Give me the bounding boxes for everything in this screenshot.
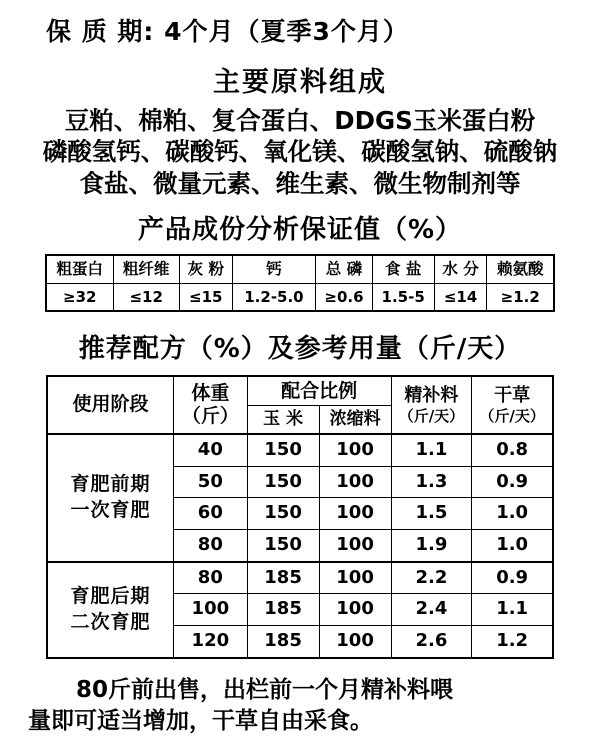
formula-header-stage: 使用阶段 — [47, 376, 174, 434]
footer-note-line-1: 80斤前出售，出栏前一个月精补料喂 — [76, 676, 454, 703]
formula-stage-line2: 一次育肥 — [70, 498, 151, 521]
formula-cell-concentrate: 100 — [319, 529, 391, 561]
formula-cell-concentrate: 100 — [319, 594, 391, 626]
analysis-value-cell: ≥0.6 — [316, 283, 372, 311]
formula-stage-cell — [47, 434, 174, 562]
formula-cell-hay: 1.0 — [472, 529, 553, 561]
formula-header-weight-line2: （斤） — [181, 404, 239, 427]
formula-cell-corn: 185 — [247, 594, 319, 626]
formula-cell-concentrate: 100 — [319, 434, 391, 466]
ingredients-title: 主要原料组成 — [213, 67, 387, 98]
formula-cell-supplement: 2.6 — [391, 625, 472, 657]
formula-cell-corn: 150 — [247, 466, 319, 498]
analysis-value-cell: 1.5-5 — [372, 283, 434, 311]
analysis-value-cell: ≥1.2 — [487, 283, 554, 311]
table-row — [47, 562, 553, 594]
formula-header-concentrate: 浓缩料 — [319, 406, 391, 434]
ingredients-line-3: 食盐、微量元素、维生素、微生物制剂等 — [79, 168, 521, 198]
formula-cell-weight: 100 — [174, 594, 247, 626]
formula-stage-line1: 育肥后期 — [70, 585, 151, 607]
analysis-value-cell: 1.2-5.0 — [232, 283, 316, 311]
formula-cell-supplement: 1.3 — [391, 466, 472, 498]
formula-header-corn: 玉 米 — [247, 406, 319, 434]
formula-cell-supplement: 2.4 — [391, 594, 472, 626]
table-row — [47, 434, 553, 466]
formula-cell-supplement: 2.2 — [391, 562, 472, 594]
ingredients-line-1: 豆粕、棉粕、复合蛋白、DDGS玉米蛋白粉 — [64, 106, 536, 135]
formula-cell-hay: 1.1 — [472, 594, 553, 626]
formula-header-mix-ratio: 配合比例 — [247, 376, 391, 406]
table-row — [46, 283, 554, 311]
formula-cell-supplement: 1.9 — [391, 529, 472, 561]
ingredients-list — [0, 105, 600, 199]
formula-table-wrap — [0, 375, 600, 659]
analysis-header-cell: 水 分 — [434, 255, 487, 283]
analysis-header-cell: 粗纤维 — [113, 255, 179, 283]
table-row — [47, 376, 553, 406]
analysis-header-cell: 灰 粉 — [179, 255, 232, 283]
formula-header-hay-line1: 干草 — [494, 384, 531, 406]
analysis-header-cell: 钙 — [232, 255, 316, 283]
analysis-value-cell: ≤14 — [434, 283, 487, 311]
formula-cell-weight: 120 — [174, 625, 247, 657]
formula-cell-weight: 80 — [174, 562, 247, 594]
analysis-header-cell: 粗蛋白 — [46, 255, 113, 283]
analysis-table — [45, 254, 555, 312]
formula-cell-concentrate: 100 — [319, 498, 391, 530]
formula-cell-supplement: 1.5 — [391, 498, 472, 530]
analysis-value-cell: ≤12 — [113, 283, 179, 311]
formula-table — [46, 375, 554, 659]
formula-cell-hay: 1.2 — [472, 625, 553, 657]
formula-title: 推荐配方（%）及参考用量（斤/天） — [78, 333, 522, 364]
formula-cell-corn: 150 — [247, 529, 319, 561]
footer-note-line-2: 量即可适当增加，干草自由采食。 — [28, 707, 373, 734]
formula-header-hay-line2: （斤/天） — [479, 406, 545, 425]
formula-cell-corn: 185 — [247, 625, 319, 657]
analysis-header-cell: 食 盐 — [372, 255, 434, 283]
formula-cell-hay: 0.9 — [472, 562, 553, 594]
formula-header-supplement-line2: （斤/天） — [398, 406, 465, 425]
formula-cell-concentrate: 100 — [319, 625, 391, 657]
formula-header-hay — [472, 376, 553, 434]
analysis-header-cell: 总 磷 — [316, 255, 372, 283]
analysis-value-cell: ≤15 — [179, 283, 232, 311]
formula-stage-line1: 育肥前期 — [70, 473, 151, 496]
formula-cell-hay: 0.9 — [472, 466, 553, 498]
table-row — [46, 255, 554, 283]
formula-cell-weight: 40 — [174, 434, 247, 466]
formula-cell-weight: 60 — [174, 498, 247, 530]
formula-header-weight-line1: 体重 — [191, 381, 230, 404]
formula-cell-weight: 50 — [174, 466, 247, 498]
analysis-header-cell: 赖氨酸 — [487, 255, 554, 283]
analysis-table-wrap — [0, 254, 600, 312]
formula-header-weight — [174, 376, 247, 434]
formula-cell-weight: 80 — [174, 529, 247, 561]
formula-cell-corn: 150 — [247, 434, 319, 466]
footer-note — [0, 659, 600, 737]
analysis-title: 产品成份分析保证值（%） — [137, 215, 463, 246]
formula-cell-hay: 0.8 — [472, 434, 553, 466]
formula-header-supplement — [391, 376, 472, 434]
formula-cell-hay: 1.0 — [472, 498, 553, 530]
formula-stage-line2: 二次育肥 — [70, 610, 151, 633]
formula-cell-corn: 185 — [247, 562, 319, 594]
formula-header-supplement-line1: 精补料 — [404, 384, 459, 406]
formula-cell-concentrate: 100 — [319, 562, 391, 594]
formula-cell-corn: 150 — [247, 498, 319, 530]
formula-stage-cell — [47, 562, 174, 658]
formula-cell-concentrate: 100 — [319, 466, 391, 498]
analysis-value-cell: ≥32 — [46, 283, 113, 311]
shelf-life-text: 保 质 期: 4个月（夏季3个月） — [46, 17, 409, 46]
ingredients-line-2: 磷酸氢钙、碳酸钙、氧化镁、碳酸氢钠、硫酸钠 — [42, 137, 558, 167]
formula-cell-supplement: 1.1 — [391, 434, 472, 466]
